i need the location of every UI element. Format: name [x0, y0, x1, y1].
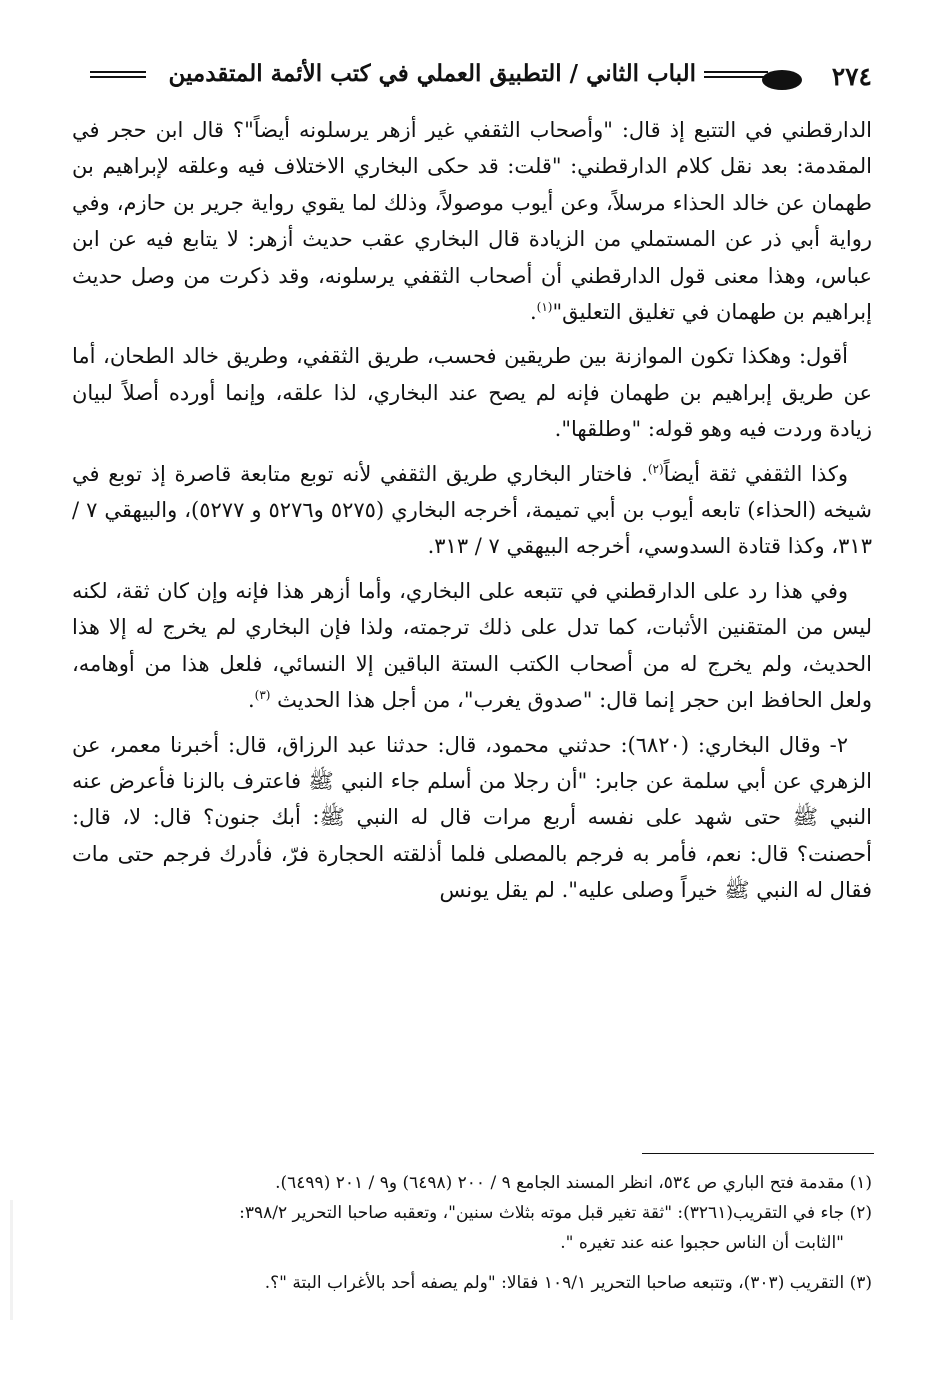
- running-header: [90, 58, 872, 100]
- footnote-ref: (١): [536, 300, 553, 315]
- footnotes: [100, 1168, 872, 1298]
- footnote-2: (٢) جاء في التقريب(٣٢٦١): "ثقة تغير قبل موته بثلاث سنين"، وتعقبه صاحبا التحرير ٣٩٨/٢:: [239, 1203, 872, 1223]
- paragraph-end: .: [247, 688, 255, 713]
- main-text: [72, 112, 872, 909]
- paragraph: [72, 573, 872, 719]
- footnote-separator: [642, 1153, 874, 1154]
- chapter-title: الباب الثاني / التطبيق العملي في كتب الأئمة المتقدمين: [168, 60, 696, 87]
- header-ornament-dot: [762, 70, 802, 90]
- footnote-ref: (٣): [254, 688, 271, 703]
- paragraph: [72, 456, 872, 565]
- paragraph-text: الدارقطني في التتبع إذ قال: "وأصحاب الثقفي غير أزهر يرسلونه أيضاً"؟ قال ابن حجر في المقدمة: بعد نقل كلام الدارقطني: "قلت: قد حكى البخاري الاختلاف فيه وعلقه لإبراهيم بن طهمان عن خالد الحذاء مرسلاً، وعن أيوب موصولاً، وذلك لما يقوي رواية جرير بن حازم، وفي رواية أبي ذر عن المستملي من الزيادة قال البخاري عقب حديث أزهر: لا يتابع فيه عن ابن عباس، وهذا معنى قول الدارقطني أن أصحاب الثقفي يرسلونه، وقد ذكرت من وصل حديث إبراهيم بن طهمان في تغليق التعليق": [72, 118, 872, 325]
- paragraph-text: . فاختار البخاري طريق الثقفي لأنه توبع متابعة قاصرة إذ توبع في شيخه (الحذاء) تابعه أيوب بن أبي تميمة، أخرجه البخاري (٥٢٧٥ و٥٢٧٦ و ٥٢٧٧)، والبيهقي ٧ / ٣١٣، وكذا قتادة السدوسي، أخرجه البيهقي ٧ / ٣١٣.: [72, 461, 872, 559]
- paragraph-end: .: [529, 300, 537, 325]
- scan-edge-shadow: [10, 1200, 13, 1320]
- paragraph-text: وفي هذا رد على الدارقطني في تتبعه على البخاري، وأما أزهر هذا فإنه وإن كان ثقة، لكنه ليس من المتقنين الأثبات، كما تدل على ذلك ترجمته، ولذا فإن البخاري لم يخرج له إلا هذا الحديث، ولم يخرج له من أصحاب الكتب الستة الباقين إلا النسائي، فلعل هذا من أوهامه، ولعل الحافظ ابن حجر إنما قال: "صدوق يغرب"، من أجل هذا الحديث: [72, 578, 872, 713]
- footnote-1: (١) مقدمة فتح الباري ص ٥٣٤، انظر المسند الجامع ٩ / ٢٠٠ (٦٤٩٨) و٩ / ٢٠١ (٦٤٩٩).: [275, 1173, 872, 1193]
- footnote-2-continuation: "الثابت أن الناس حجبوا عنه عند تغيره ".: [560, 1233, 844, 1253]
- page-number: ٢٧٤: [831, 62, 872, 91]
- paragraph: ٢- وقال البخاري: (٦٨٢٠): حدثني محمود، قال: حدثنا عبد الرزاق، قال: أخبرنا معمر، عن الزهري عن أبي سلمة عن جابر: "أن رجلا من أسلم جاء النبي ﷺ فاعترف بالزنا فأعرض عنه النبي ﷺ حتى شهد على نفسه أربع مرات قال له النبي ﷺ: أبك جنون؟ قال: لا، قال: أحصنت؟ قال: نعم، فأمر به فرجم بالمصلى فلما أذلقته الحجارة فرّ، فأدرك فرجم حتى مات فقال له النبي ﷺ خيراً وصلى عليه". لم يقل يونس: [72, 732, 872, 903]
- footnote-3: (٣) التقريب (٣٠٣)، وتتبعه صاحبا التحرير ١٠٩/١ فقالا: "ولم يصفه أحد بالأغراب البتة "؟.: [264, 1273, 872, 1293]
- header-rule: [90, 71, 146, 78]
- paragraph-text: وكذا الثقفي ثقة أيضاً: [663, 461, 849, 486]
- footnote-ref: (٢): [647, 461, 664, 476]
- header-rule: [704, 71, 768, 78]
- paragraph: أقول: وهكذا تكون الموازنة بين طريقين فحسب، طريق الثقفي، وطريق خالد الطحان، أما عن طريق إبراهيم بن طهمان فإنه لم يصح عند البخاري، لذا علقه، وإنما أورده أصلاً لبيان زيادة وردت فيه وهو قوله: "وطلقها".: [72, 344, 872, 442]
- paragraph: [72, 112, 872, 330]
